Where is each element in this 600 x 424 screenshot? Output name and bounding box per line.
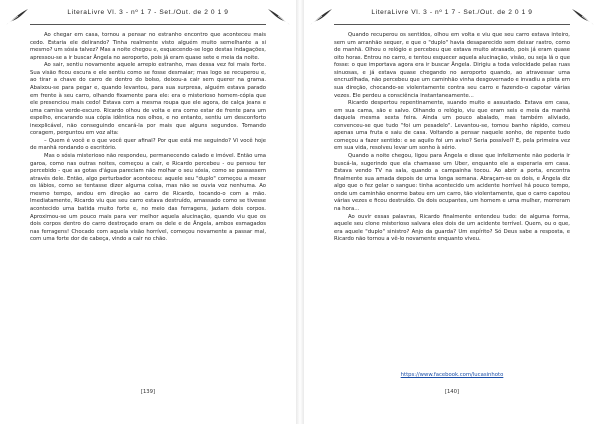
- page-gutter: [296, 0, 304, 424]
- paragraph: Quando recuperou os sentidos, olhou em volta e viu que seu carro estava inteiro, sem um arranhão sequer, e que o "duplo" havia desaparecido sem deixar rastro, como de manhã. Olhou o relógio e percebeu que estava muito atrasado, pois já eram quase oito horas. Entrou no carro, e tentou esquecer aquela alucinação, visão, ou seja lá o que fosse: o que importava agora era ir buscar Ângela. Dirigiu a toda velocidade pelas ruas sinuosas, e já estava quase chegando no aeroporto quando, ao atravessar uma encruzilhada, não percebeu que um caminhão vinha desgovernado e invadiu a pista em sua direção, chocando-se violentamente contra seu carro e fazendo-o capotar várias vezes. Ele perdeu a consciência instantaneamente...: [334, 32, 570, 99]
- right-page: [304, 0, 600, 424]
- right-page-header: [304, 6, 600, 26]
- header-rule: [334, 24, 570, 25]
- paragraph: Mas o sósia misterioso não respondeu, permanecendo calado e imóvel. Então uma garoa, como nas outras noites, começou a cair, e Ricardo percebeu - ou pensou ter percebido - que as gotas d'água pareciam não molhar o seu sósia, como se passassem através dele. Então, algo perturbador aconteceu: aquele seu "duplo" começou a mexer os lábios, como se tentasse dizer alguma coisa, mas não se ouvia voz nenhuma. Ao mesmo tempo, andou em direção ao carro de Ricardo, tocando-o com a mão. Imediatamente, Ricardo viu que seu carro estava destruído, amassado como se tivesse acontecido uma batida muito forte e, no meio das ferragens, jaziam dois corpos. Aproximou-se um pouco mais para ver melhor aquela alucinação, quando viu que os dois corpos dentro do carro destroçado eram os dele e de Ângela, ambos esmagados nas ferragens! Chocado com aquela visão horrível, começou novamente a passar mal, com uma forte dor de cabeça, vindo a cair no chão.: [30, 153, 266, 243]
- page-number: [139]: [140, 389, 156, 395]
- paragraph: Ao chegar em casa, tornou a pensar no estranho encontro que aconteceu mais cedo. Estaria ele delirando? Tinha realmente visto alguém muito semelhante a si mesmo? um sósia talvez? Mas a noite chegou e, esquecendo-se logo destas indagações, apressou-se a ir buscar Ângela no aeroporto, pois já eram quase sete e meia da noite.: [30, 32, 266, 61]
- quill-icon: [570, 7, 596, 27]
- quill-icon: [308, 7, 334, 27]
- journal-title: LiteraLivre Vl. 3 - nº 1 7 - Set./Out. de 2 0 1 9: [371, 9, 533, 16]
- quill-icon: [4, 7, 30, 27]
- left-body-text: [30, 32, 266, 244]
- paragraph: Ricardo despertou repentinamente, suando muito e assustado. Estava em casa, em sua cama, são e salvo. Olhando o relógio, viu que eram seis e meia da manhã daquela mesma sexta feira. Ainda um pouco abalado, mas também aliviado, convenceu-se que tudo "foi um pesadelo". Levantou-se, tomou banho rápido, comeu apenas uma fruta e saiu de casa. Voltando a pensar naquele sonho, de repente tudo começou a fazer sentido: e se aquilo foi um aviso? Seria possível? E, pela primeira vez em sua vida, resolveu levar um sonho à sério.: [334, 100, 570, 152]
- paragraph: Ao ouvir essas palavras, Ricardo finalmente entendeu tudo: de alguma forma, aquele seu clone misterioso salvara eles dois de um acidente terrível. Quem, ou o que, era aquele "duplo" sinistro? Anjo da guarda? Um espírito? Só Deus sabe a resposta, e Ricardo não tornou a vê-lo novamente enquanto viveu.: [334, 213, 570, 243]
- right-body-text: [334, 32, 570, 244]
- paragraph: Quando a noite chegou, ligou para Ângela e disse que infelizmente não poderia ir buscá-la, sugerindo que ela chamasse um Uber, enquanto ele a esperaria em casa. Estava vendo TV na sala, quando a campainha tocou. Ao abrir a porta, encontra finalmente sua amada depois de uma longa semana. Abraçam-se os dois, e Ângela diz algo que o fez gelar o sangue: tinha acontecido um acidente horrível há pouco tempo, onde um caminhão enorme bateu em um carro, tão violentamente, que o carro capotou várias vezes e ficou destruído. Os dois ocupantes, um homem e uma mulher, morreram na hora...: [334, 153, 570, 212]
- quill-icon: [266, 7, 292, 27]
- author-facebook-link[interactable]: https://www.facebook.com/lucasinhoto: [400, 372, 504, 378]
- paragraph: Ao sair, sentiu novamente aquele arrepio estranho, mas dessa vez foi mais forte. Sua visão ficou escura e ele sentiu como se fosse desmaiar; mas logo se recuperou e, ao tirar a chave do carro de dentro do bolso, deixou-a cair sem querer na grama. Abaixou-se para pegar e, quando levantou, para sua surpresa, alguém estava parado em frente à seu carro, olhando fixamente para ele: era o misterioso homem-cópia que ele presenciou mais cedo! Estava com a mesma roupa que ele agora, de calça jeans e uma camisa verde-escuro. Ricardo olhou de volta e era como estar de frente para um espelho, encarando sua cópia idêntica nos olhos, e no entanto, sentiu um desconforto inexplicável, não conseguindo encará-la por mais que alguns segundos. Tomando coragem, perguntou em voz alta:: [30, 62, 266, 137]
- header-rule: [30, 24, 266, 25]
- page-number: [140]: [444, 389, 460, 395]
- left-page-header: [0, 6, 296, 26]
- paragraph: – Quem é você e o que você quer afinal? Por que está me seguindo? Vi você hoje de manhã rondando o escritório.: [30, 137, 266, 152]
- journal-title: LiteraLivre Vl. 3 - nº 1 7 - Set./Out. de 2 0 1 9: [67, 9, 229, 16]
- left-page: [0, 0, 296, 424]
